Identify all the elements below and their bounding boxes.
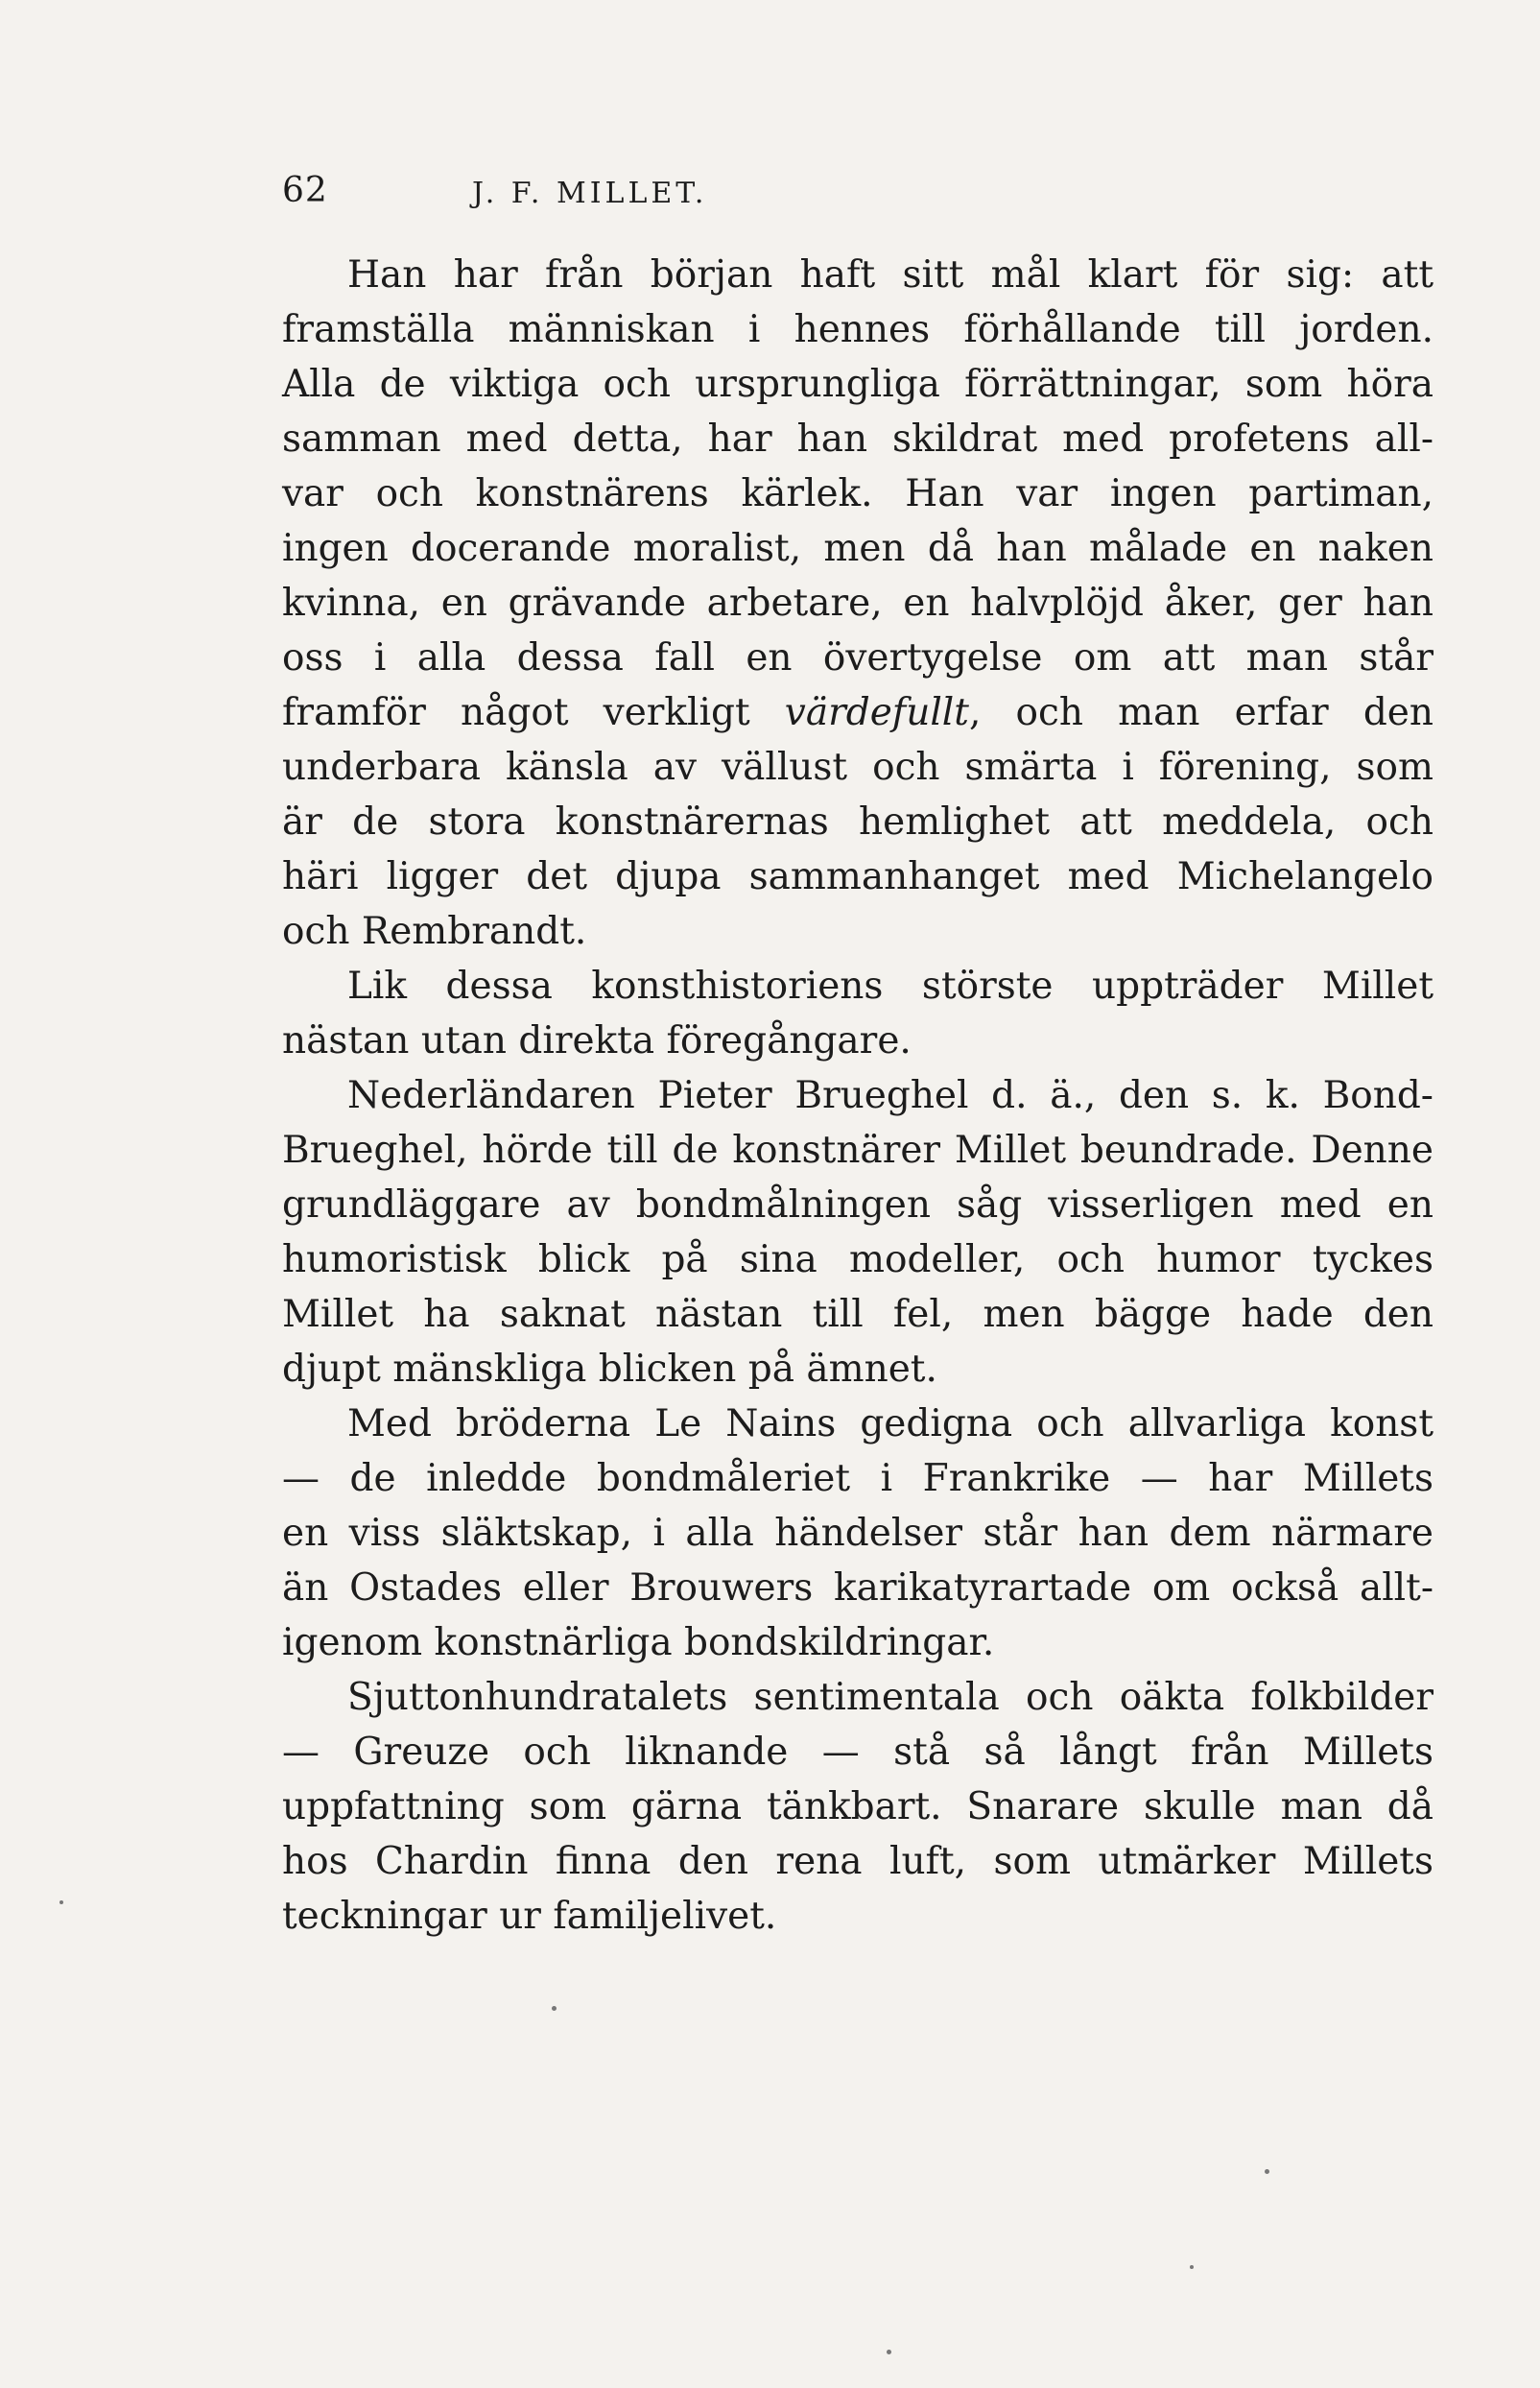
scan-speck (59, 1900, 63, 1904)
text-line: — de inledde bondmåleriet i Frankrike — har Millets (282, 1457, 1433, 1500)
text-line: teckningar ur familjelivet. (282, 1895, 777, 1938)
scan-speck (887, 2350, 891, 2354)
scan-speck (1265, 2169, 1269, 2174)
scan-speck (552, 2006, 557, 2011)
text-line: än Ostades eller Brouwers karikatyrartade om också allt- (282, 1566, 1433, 1610)
text-line: igenom konstnärliga bondskildringar. (282, 1621, 995, 1664)
text-line: underbara känsla av vällust och smärta i förening, som (282, 746, 1433, 789)
text-line: häri ligger det djupa sammanhanget med Michelangelo (282, 855, 1433, 898)
paragraph (282, 248, 1433, 959)
text-line: nästan utan direkta föregångare. (282, 1019, 912, 1063)
text-line: var och konstnärens kärlek. Han var ingen partiman, (282, 472, 1433, 515)
text-line: grundläggare av bondmålningen såg visserligen med en (282, 1183, 1433, 1227)
text-line: oss i alla dessa fall en övertygelse om att man står (282, 636, 1433, 680)
text-line: kvinna, en grävande arbetare, en halvplöjd åker, ger han (282, 582, 1433, 625)
paragraph (282, 959, 1433, 1068)
text-line: Lik dessa konsthistoriens störste uppträder Millet (347, 965, 1433, 1008)
text-line: Brueghel, hörde till de konstnärer Millet beundrade. Denne (282, 1129, 1433, 1172)
paragraph (282, 1397, 1433, 1670)
text-line: Alla de viktiga och ursprungliga förrättningar, som höra (282, 363, 1433, 406)
running-head: J. F. MILLET. (472, 177, 708, 210)
text-line: djupt mänskliga blicken på ämnet. (282, 1348, 937, 1391)
text-line: framställa människan i hennes förhållande till jorden. (282, 308, 1433, 351)
text-line: Millet ha saknat nästan till fel, men bägge hade den (282, 1293, 1433, 1336)
text-line: Han har från början haft sitt mål klart för sig: att (347, 253, 1433, 297)
scan-speck (1190, 2265, 1194, 2269)
text-line: ingen docerande moralist, men då han målade en naken (282, 527, 1433, 570)
text-line: humoristisk blick på sina modeller, och humor tyckes (282, 1238, 1433, 1281)
text-line: Med bröderna Le Nains gedigna och allvarliga konst (347, 1402, 1433, 1445)
text-line: uppfattning som gärna tänkbart. Snarare skulle man då (282, 1785, 1433, 1828)
body-text (282, 248, 1433, 1944)
text-line: samman med detta, har han skildrat med profetens all- (282, 418, 1433, 461)
paragraph (282, 1670, 1433, 1944)
text-line: Sjuttonhundratalets sentimentala och oäkta folkbilder (347, 1676, 1433, 1719)
paragraph (282, 1068, 1433, 1397)
emphasis: värdefullt (784, 691, 969, 734)
text-line: Nederländaren Pieter Brueghel d. ä., den s. k. Bond- (347, 1074, 1433, 1117)
text-line: och Rembrandt. (282, 910, 587, 953)
text-line: är de stora konstnärernas hemlighet att meddela, och (282, 800, 1433, 844)
text-line: en viss släktskap, i alla händelser står han dem närmare (282, 1512, 1433, 1555)
page-number: 62 (282, 171, 328, 210)
text-line: — Greuze och liknande — stå så långt från Millets (282, 1731, 1433, 1774)
text-line: hos Chardin finna den rena luft, som utmärker Millets (282, 1840, 1433, 1883)
text-line: framför något verkligt värdefullt, och man erfar den (282, 691, 1433, 734)
page-header (282, 171, 1433, 219)
